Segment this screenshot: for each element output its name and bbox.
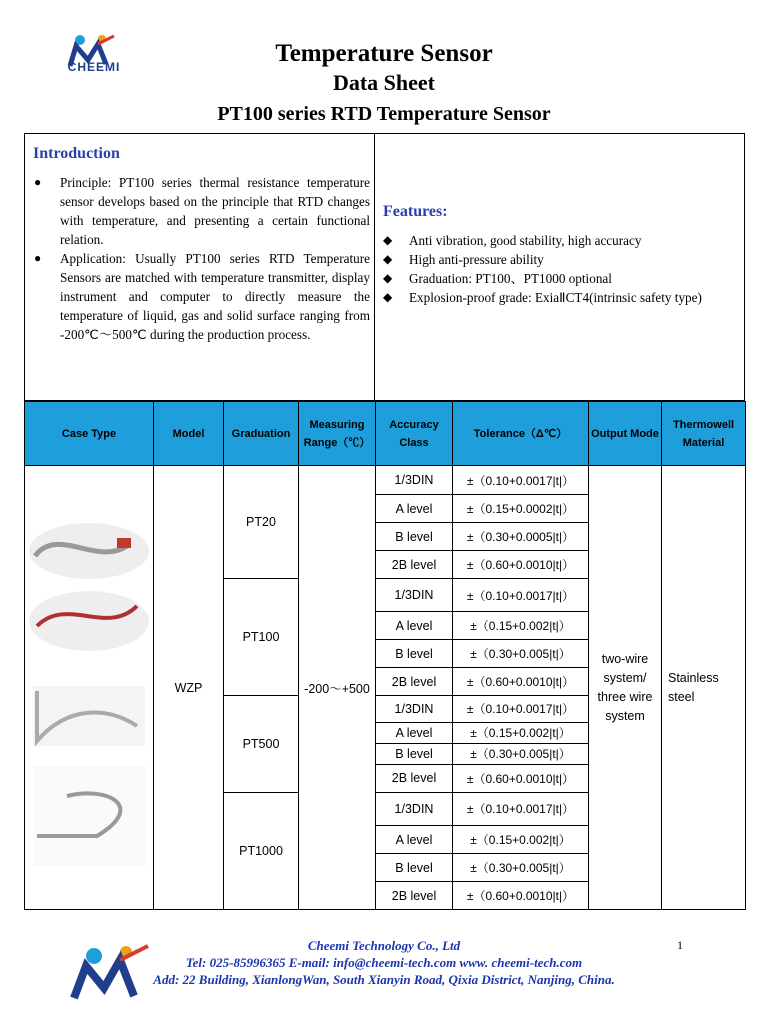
accuracy-class-cell: B level	[376, 523, 453, 551]
accuracy-class-cell: A level	[376, 612, 453, 640]
graduation-cell: PT20	[224, 466, 299, 579]
list-item: ● Application: Usually PT100 series RTD Temperature Sensors are matched with temperature transmitter, display instrument and computer to directly measure the temperature of liquid, gas and solid surface ranging from -200℃～500℃ during the production process.	[34, 251, 370, 342]
tolerance-cell: ±（0.30+0.005|t|）	[453, 743, 589, 764]
graduation-cell: PT1000	[224, 792, 299, 909]
accuracy-class-cell: A level	[376, 826, 453, 854]
output-mode-cell: two-wire system/ three wire system	[589, 466, 662, 910]
accuracy-class-cell: A level	[376, 495, 453, 523]
case-type-photos	[25, 466, 154, 910]
bullet-diamond-icon: ◆	[383, 252, 393, 266]
bullet-diamond-icon: ◆	[383, 290, 393, 304]
tolerance-cell: ±（0.10+0.0017|t|）	[453, 466, 589, 495]
material-cell: Stainless steel	[662, 466, 746, 910]
bullet-diamond-icon: ◆	[383, 233, 393, 247]
bullet-dot-icon: ●	[34, 251, 42, 265]
accuracy-class-cell: 1/3DIN	[376, 466, 453, 495]
spec-table	[24, 401, 746, 910]
document-title: Temperature Sensor	[275, 40, 493, 67]
bullet-dot-icon: ●	[34, 175, 42, 189]
column-header: Thermowell Material	[662, 402, 746, 466]
tolerance-cell: ±（0.15+0.002|t|）	[453, 612, 589, 640]
column-header: Model	[154, 402, 224, 466]
graduation-cell: PT100	[224, 579, 299, 696]
accuracy-class-cell: 2B level	[376, 551, 453, 579]
tolerance-cell: ±（0.10+0.0017|t|）	[453, 792, 589, 825]
list-item: ● Principle: PT100 series thermal resistance temperature sensor develops based on the principle that RTD changes with temperature, and presenting a certain functional relation.	[34, 175, 370, 247]
column-header: Case Type	[25, 402, 154, 466]
model-cell: WZP	[154, 466, 224, 910]
graduation-cell: PT500	[224, 696, 299, 792]
column-header: Graduation	[224, 402, 299, 466]
column-header: Output Mode	[589, 402, 662, 466]
tolerance-cell: ±（0.15+0.002|t|）	[453, 722, 589, 743]
accuracy-class-cell: 2B level	[376, 668, 453, 696]
features-heading: Features:	[383, 203, 448, 220]
accuracy-class-cell: 1/3DIN	[376, 696, 453, 722]
tolerance-cell: ±（0.60+0.0010|t|）	[453, 668, 589, 696]
accuracy-class-cell: B level	[376, 640, 453, 668]
tolerance-cell: ±（0.10+0.0017|t|）	[453, 579, 589, 612]
tolerance-cell: ±（0.15+0.002|t|）	[453, 826, 589, 854]
column-header: Measuring Range（℃）	[299, 402, 376, 466]
document-subtitle: Data Sheet	[332, 70, 436, 95]
table-header-row	[25, 402, 746, 466]
accuracy-class-cell: B level	[376, 743, 453, 764]
list-item: ◆ Explosion-proof grade: ExiaⅡCT4(intrinsic safety type)	[383, 290, 702, 305]
column-header: Tolerance（Δ℃）	[453, 402, 589, 466]
table-row	[25, 466, 746, 495]
list-item: ◆ Graduation: PT100、PT1000 optional	[383, 271, 612, 286]
tolerance-cell: ±（0.30+0.0005|t|）	[453, 523, 589, 551]
accuracy-class-cell: 1/3DIN	[376, 579, 453, 612]
introduction-list	[34, 173, 370, 344]
info-box-divider	[374, 133, 375, 401]
measuring-range-cell: -200～+500	[299, 466, 376, 910]
product-title: PT100 series RTD Temperature Sensor	[217, 103, 551, 125]
accuracy-class-cell: 1/3DIN	[376, 792, 453, 825]
tolerance-cell: ±（0.60+0.0010|t|）	[453, 551, 589, 579]
introduction-heading: Introduction	[33, 145, 120, 162]
logo-wordmark: CHEEMI	[67, 60, 121, 74]
accuracy-class-cell: A level	[376, 722, 453, 743]
bullet-diamond-icon: ◆	[383, 271, 393, 285]
tolerance-cell: ±（0.30+0.005|t|）	[453, 640, 589, 668]
column-header: Accuracy Class	[376, 402, 453, 466]
tolerance-cell: ±（0.60+0.0010|t|）	[453, 764, 589, 792]
accuracy-class-cell: B level	[376, 854, 453, 882]
accuracy-class-cell: 2B level	[376, 882, 453, 910]
list-item: ◆ High anti-pressure ability	[383, 252, 544, 267]
list-item: ◆ Anti vibration, good stability, high accuracy	[383, 233, 642, 248]
features-list	[383, 231, 741, 307]
tolerance-cell: ±（0.10+0.0017|t|）	[453, 696, 589, 722]
page-number: 1	[677, 938, 683, 952]
accuracy-class-cell: 2B level	[376, 764, 453, 792]
tolerance-cell: ±（0.30+0.005|t|）	[453, 854, 589, 882]
tolerance-cell: ±（0.15+0.0002|t|）	[453, 495, 589, 523]
footer-company: Cheemi Technology Co., Ltd	[307, 938, 461, 953]
footer-address: Add: 22 Building, XianlongWan, South Xianyin Road, Qixia District, Nanjing, China.	[153, 972, 615, 987]
sensor-photos	[27, 466, 151, 906]
tolerance-cell: ±（0.60+0.0010|t|）	[453, 882, 589, 910]
footer-contact: Tel: 025-85996365 E-mail: info@cheemi-tech.com www. cheemi-tech.com	[185, 955, 583, 970]
